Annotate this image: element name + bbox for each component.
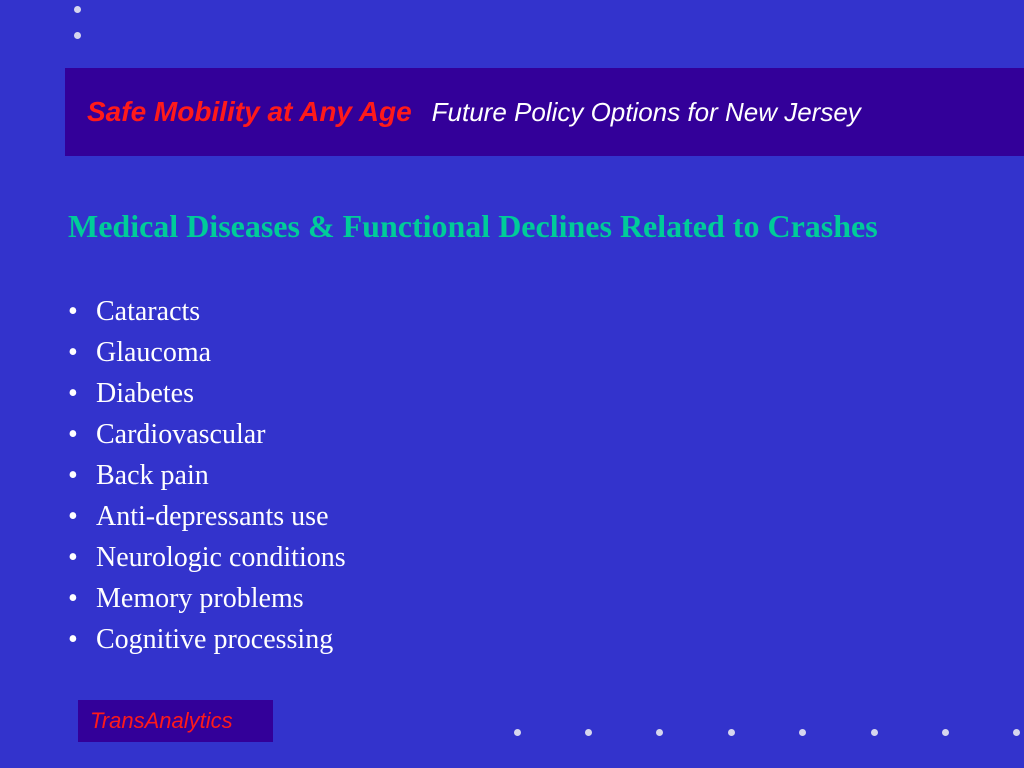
section-heading: Medical Diseases & Functional Declines Related to Crashes — [68, 208, 878, 244]
decorative-dot — [656, 729, 663, 736]
bullet-list — [68, 291, 346, 660]
decorative-dot — [728, 729, 735, 736]
list-item — [68, 496, 346, 537]
bullet-icon: • — [68, 624, 78, 655]
list-item — [68, 619, 346, 660]
decorative-dot — [585, 729, 592, 736]
decorative-dot — [514, 729, 521, 736]
list-item — [68, 455, 346, 496]
title-bar — [65, 68, 1024, 156]
list-item-label: Cardiovascular — [96, 419, 266, 450]
slide-title: Safe Mobility at Any Age — [87, 96, 412, 127]
list-item — [68, 414, 346, 455]
bullet-icon: • — [68, 419, 78, 450]
decorative-dot — [1013, 729, 1020, 736]
list-item — [68, 373, 346, 414]
bullet-icon: • — [68, 501, 78, 532]
list-item-label: Diabetes — [96, 378, 194, 409]
decorative-dot — [942, 729, 949, 736]
bullet-icon: • — [68, 583, 78, 614]
list-item — [68, 578, 346, 619]
slide-subtitle: Future Policy Options for New Jersey — [431, 96, 861, 127]
bullet-icon: • — [68, 296, 78, 327]
list-item — [68, 537, 346, 578]
list-item-label: Cognitive processing — [96, 624, 334, 655]
decorative-dot — [871, 729, 878, 736]
list-item — [68, 291, 346, 332]
bullet-icon: • — [68, 378, 78, 409]
footer-brand-label: TransAnalytics — [90, 708, 233, 733]
decorative-dot — [74, 6, 81, 13]
list-item-label: Cataracts — [96, 296, 201, 327]
list-item — [68, 332, 346, 373]
bullet-icon: • — [68, 337, 78, 368]
list-item-label: Memory problems — [96, 583, 304, 614]
bullet-icon: • — [68, 460, 78, 491]
list-item-label: Glaucoma — [96, 337, 212, 368]
decorative-dot — [74, 32, 81, 39]
list-item-label: Neurologic conditions — [96, 542, 346, 573]
decorative-dot — [799, 729, 806, 736]
footer-logo-box — [78, 700, 273, 742]
list-item-label: Anti-depressants use — [96, 501, 329, 532]
bullet-icon: • — [68, 542, 78, 573]
list-item-label: Back pain — [96, 460, 209, 491]
